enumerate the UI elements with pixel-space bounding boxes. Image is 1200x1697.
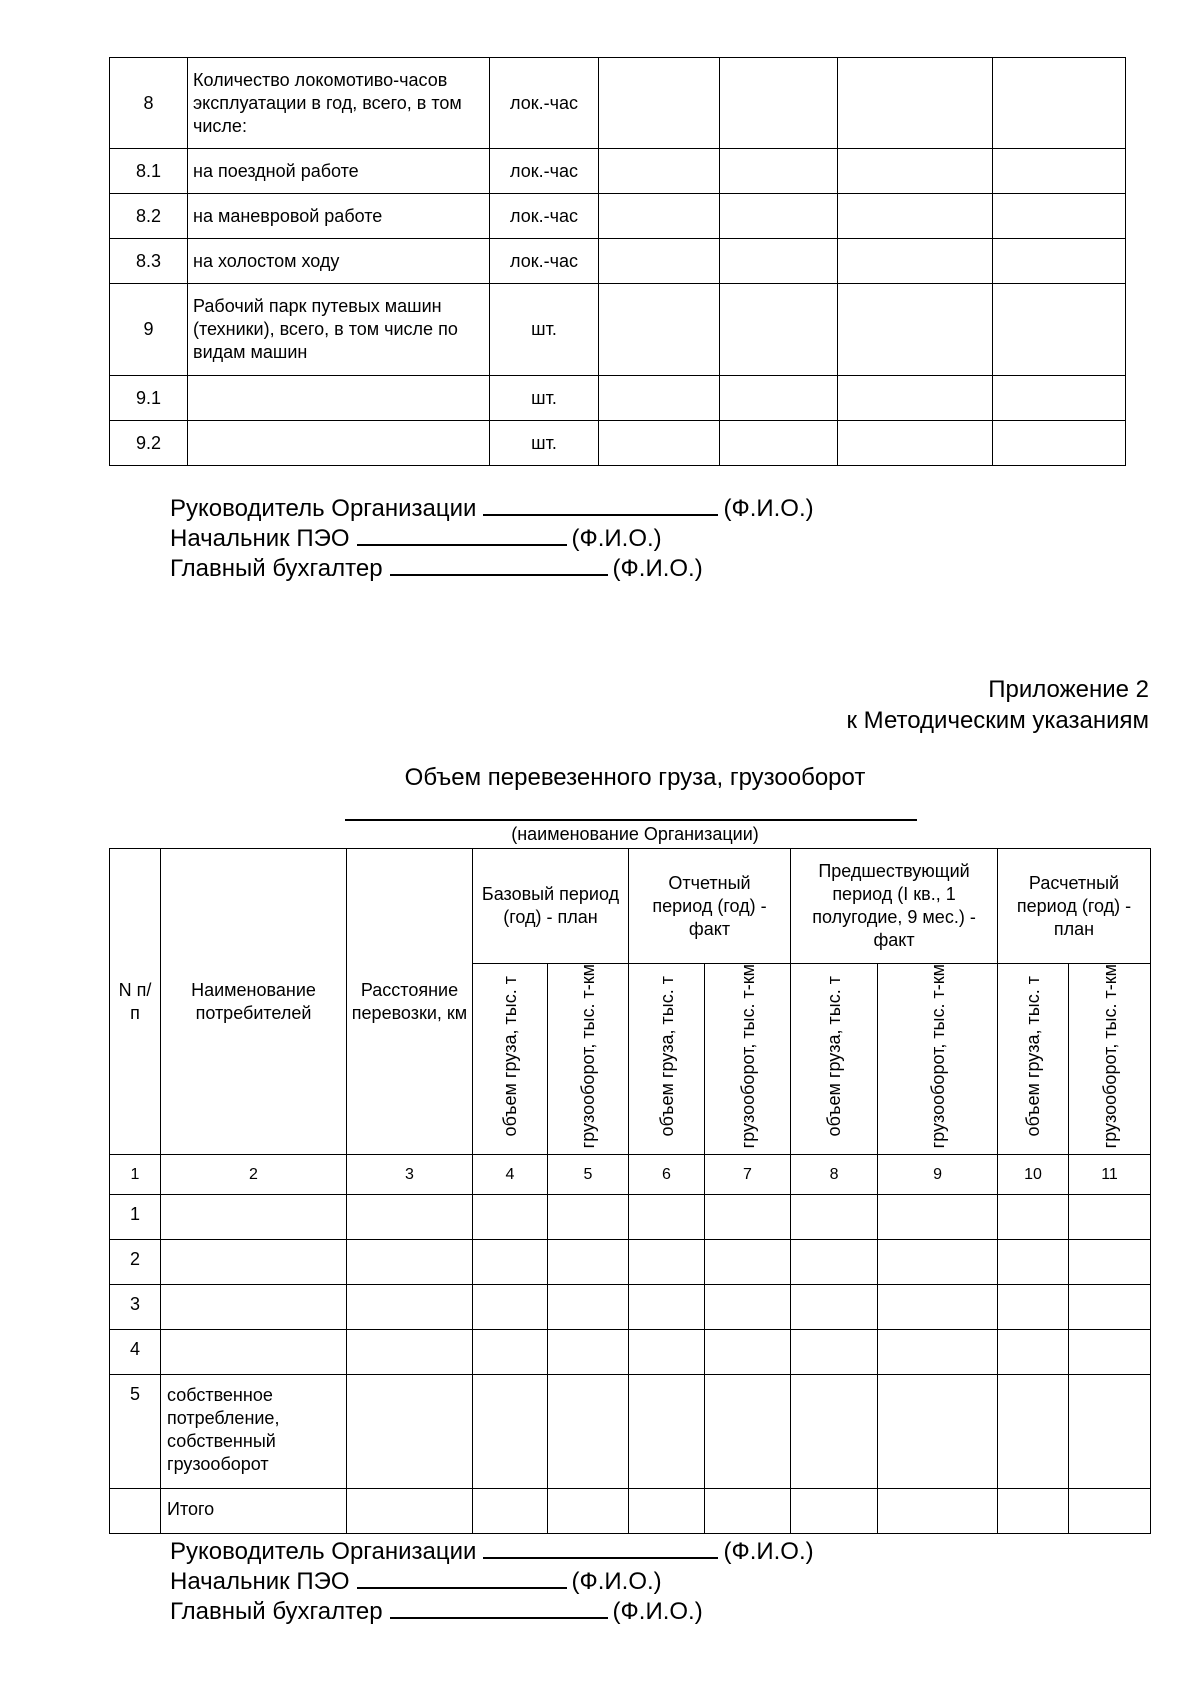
vertical-label: грузооборот, тыс. т-км — [578, 964, 598, 1149]
row-unit: лок.-час — [490, 149, 599, 194]
subheader-volume — [791, 964, 878, 1155]
column-header-name: Наименование потребителей — [161, 849, 347, 1155]
signature-line — [390, 1595, 608, 1619]
table-row — [110, 149, 1126, 194]
signature-label: Руководитель Организации — [170, 1538, 477, 1565]
empty-cell — [791, 1195, 878, 1240]
column-header-distance: Расстояние перевозки, км — [347, 849, 473, 1155]
row-name — [161, 1195, 347, 1240]
empty-cell — [599, 149, 720, 194]
row-number: 1 — [110, 1195, 161, 1240]
vertical-label: объем груза, тыс. т — [1023, 975, 1044, 1137]
empty-cell — [720, 149, 838, 194]
column-number: 3 — [347, 1155, 473, 1195]
empty-cell — [878, 1375, 998, 1489]
empty-cell — [838, 194, 993, 239]
row-unit: лок.-час — [490, 239, 599, 284]
row-unit: шт. — [490, 376, 599, 421]
row-number: 9.2 — [110, 421, 188, 466]
signature-head — [170, 1535, 814, 1567]
empty-cell — [1069, 1330, 1151, 1375]
header-row — [110, 849, 1151, 964]
empty-cell — [838, 421, 993, 466]
empty-cell — [838, 284, 993, 376]
fio-label: (Ф.И.О.) — [612, 555, 703, 582]
empty-cell — [629, 1330, 705, 1375]
row-name — [161, 1240, 347, 1285]
empty-cell — [629, 1240, 705, 1285]
empty-cell — [599, 239, 720, 284]
empty-cell — [599, 376, 720, 421]
empty-cell — [993, 376, 1126, 421]
header-label: Предшествующий период (I кв., 1 полугодие, 9 мес.) - факт — [812, 861, 976, 950]
column-number: 6 — [629, 1155, 705, 1195]
table-row — [110, 1330, 1151, 1375]
organization-caption: (наименование Организации) — [511, 824, 759, 844]
empty-cell — [705, 1489, 791, 1534]
column-number: 7 — [705, 1155, 791, 1195]
signature-line — [357, 522, 567, 546]
table-row — [110, 1285, 1151, 1330]
empty-cell — [347, 1375, 473, 1489]
empty-cell — [705, 1285, 791, 1330]
empty-cell — [791, 1285, 878, 1330]
column-number: 1 — [110, 1155, 161, 1195]
vertical-label: грузооборот, тыс. т-км — [1099, 964, 1120, 1149]
empty-cell — [838, 149, 993, 194]
empty-cell — [548, 1195, 629, 1240]
empty-cell — [629, 1195, 705, 1240]
table-row — [110, 284, 1126, 376]
table-row — [110, 1375, 1151, 1489]
column-header-base-period — [473, 849, 629, 964]
empty-cell — [878, 1195, 998, 1240]
signature-accountant — [170, 552, 703, 584]
empty-cell — [998, 1195, 1069, 1240]
empty-cell — [599, 194, 720, 239]
table-row — [110, 58, 1126, 149]
column-header-report-period — [629, 849, 791, 964]
vertical-label: объем груза, тыс. т — [500, 975, 520, 1137]
empty-cell — [473, 1285, 548, 1330]
empty-cell — [998, 1285, 1069, 1330]
empty-cell — [548, 1330, 629, 1375]
empty-cell — [629, 1285, 705, 1330]
signature-label: Главный бухгалтер — [170, 555, 383, 582]
signature-accountant — [170, 1595, 703, 1627]
row-name: на поездной работе — [188, 149, 490, 194]
empty-cell — [720, 284, 838, 376]
empty-cell — [705, 1195, 791, 1240]
empty-cell — [998, 1489, 1069, 1534]
empty-cell — [720, 239, 838, 284]
empty-cell — [1069, 1375, 1151, 1489]
empty-cell — [599, 421, 720, 466]
total-label: Итого — [161, 1489, 347, 1534]
signature-head — [170, 492, 814, 524]
signature-peo — [170, 522, 662, 554]
vertical-label: грузооборот, тыс. т-км — [927, 964, 948, 1149]
empty-cell — [838, 376, 993, 421]
empty-cell — [993, 421, 1126, 466]
table-row — [110, 376, 1126, 421]
appendix-line: Приложение 2 — [988, 676, 1149, 703]
empty-cell — [1069, 1489, 1151, 1534]
appendix-line: к Методическим указаниям — [846, 707, 1149, 734]
empty-cell — [347, 1195, 473, 1240]
empty-cell — [993, 149, 1126, 194]
empty-cell — [720, 194, 838, 239]
row-number: 8 — [110, 58, 188, 149]
empty-cell — [720, 58, 838, 149]
signature-label: Начальник ПЭО — [170, 1568, 350, 1595]
empty-cell — [705, 1375, 791, 1489]
row-name — [161, 1330, 347, 1375]
empty-cell — [720, 421, 838, 466]
column-number: 4 — [473, 1155, 548, 1195]
empty-cell — [791, 1489, 878, 1534]
row-number: 8.3 — [110, 239, 188, 284]
row-name — [188, 376, 490, 421]
row-unit: шт. — [490, 421, 599, 466]
vertical-label: объем груза, тыс. т — [824, 975, 845, 1137]
column-header-number — [110, 849, 161, 1155]
table-row — [110, 421, 1126, 466]
empty-cell — [599, 58, 720, 149]
empty-cell — [993, 239, 1126, 284]
row-unit: шт. — [490, 284, 599, 376]
fio-label: (Ф.И.О.) — [723, 495, 814, 522]
row-number: 3 — [110, 1285, 161, 1330]
column-number: 8 — [791, 1155, 878, 1195]
table-row — [110, 1240, 1151, 1285]
subheader-volume — [473, 964, 548, 1155]
row-unit: лок.-час — [490, 194, 599, 239]
empty-cell — [548, 1285, 629, 1330]
row-name: Количество локомотиво-часов эксплуатации в год, всего, в том числе: — [188, 58, 490, 149]
header-label: Отчетный период (год) - факт — [652, 872, 767, 939]
empty-cell — [548, 1489, 629, 1534]
form-title: Объем перевезенного груза, грузооборот — [404, 764, 866, 791]
signature-line — [483, 492, 718, 516]
empty-cell — [1069, 1240, 1151, 1285]
empty-cell — [878, 1285, 998, 1330]
empty-cell — [878, 1489, 998, 1534]
fio-label: (Ф.И.О.) — [723, 1538, 814, 1565]
header-label: Расчетный период (год) - план — [1016, 872, 1132, 939]
empty-cell — [998, 1330, 1069, 1375]
column-number: 10 — [998, 1155, 1069, 1195]
empty-cell — [993, 58, 1126, 149]
row-name — [161, 1285, 347, 1330]
table-row — [110, 194, 1126, 239]
row-name: на маневровой работе — [188, 194, 490, 239]
empty-cell — [473, 1240, 548, 1285]
empty-cell — [548, 1240, 629, 1285]
empty-cell — [1069, 1285, 1151, 1330]
empty-cell — [347, 1489, 473, 1534]
signature-line — [483, 1535, 718, 1559]
row-number: 8.2 — [110, 194, 188, 239]
fio-label: (Ф.И.О.) — [571, 525, 662, 552]
signature-peo — [170, 1565, 662, 1597]
row-name: на холостом ходу — [188, 239, 490, 284]
empty-cell — [998, 1240, 1069, 1285]
total-row — [110, 1489, 1151, 1534]
appendix-header — [847, 674, 1149, 736]
signature-label: Руководитель Организации — [170, 495, 477, 522]
empty-cell — [993, 194, 1126, 239]
empty-cell — [705, 1240, 791, 1285]
subheader-turnover — [1069, 964, 1151, 1155]
column-number: 5 — [548, 1155, 629, 1195]
subheader-turnover — [878, 964, 998, 1155]
row-number: 8.1 — [110, 149, 188, 194]
fio-label: (Ф.И.О.) — [612, 1598, 703, 1625]
column-number: 9 — [878, 1155, 998, 1195]
empty-cell — [878, 1240, 998, 1285]
subheader-turnover — [548, 964, 629, 1155]
cargo-volume-table — [109, 848, 1151, 1534]
column-number-row — [110, 1155, 1151, 1195]
empty-cell — [838, 239, 993, 284]
organization-name-line — [345, 819, 917, 821]
column-number: 2 — [161, 1155, 347, 1195]
vertical-label: объем груза, тыс. т — [656, 975, 677, 1137]
signature-line — [357, 1565, 567, 1589]
row-number: 2 — [110, 1240, 161, 1285]
empty-cell — [791, 1375, 878, 1489]
empty-cell — [599, 284, 720, 376]
empty-cell — [473, 1489, 548, 1534]
empty-cell — [347, 1330, 473, 1375]
row-name: собственное потребление, собственный грузооборот — [161, 1375, 347, 1489]
header-label: Базовый период (год) - план — [481, 884, 620, 927]
vertical-label: грузооборот, тыс. т-км — [737, 964, 758, 1149]
signature-line — [390, 552, 608, 576]
operations-table — [109, 57, 1126, 466]
empty-cell — [629, 1489, 705, 1534]
empty-cell — [998, 1375, 1069, 1489]
column-header-calc-period — [998, 849, 1151, 964]
subheader-turnover — [705, 964, 791, 1155]
row-name: Рабочий парк путевых машин (техники), всего, в том числе по видам машин — [188, 284, 490, 376]
empty-cell — [473, 1195, 548, 1240]
subheader-volume — [629, 964, 705, 1155]
row-number: 9.1 — [110, 376, 188, 421]
row-unit: лок.-час — [490, 58, 599, 149]
empty-cell — [473, 1375, 548, 1489]
empty-cell — [791, 1240, 878, 1285]
empty-cell — [705, 1330, 791, 1375]
signature-label: Главный бухгалтер — [170, 1598, 383, 1625]
empty-cell — [548, 1375, 629, 1489]
column-number: 11 — [1069, 1155, 1151, 1195]
row-number: 9 — [110, 284, 188, 376]
subheader-volume — [998, 964, 1069, 1155]
row-number: 4 — [110, 1330, 161, 1375]
empty-cell — [1069, 1195, 1151, 1240]
empty-cell — [993, 284, 1126, 376]
signature-label: Начальник ПЭО — [170, 525, 350, 552]
row-number: 5 — [110, 1375, 161, 1489]
empty-cell — [838, 58, 993, 149]
empty-cell — [791, 1330, 878, 1375]
empty-cell — [473, 1330, 548, 1375]
fio-label: (Ф.И.О.) — [571, 1568, 662, 1595]
empty-cell — [878, 1330, 998, 1375]
empty-cell — [720, 376, 838, 421]
empty-cell — [347, 1285, 473, 1330]
table-row — [110, 1195, 1151, 1240]
empty-cell — [347, 1240, 473, 1285]
row-number — [110, 1489, 161, 1534]
table-row — [110, 239, 1126, 284]
header-label: N п/п — [118, 979, 152, 1023]
empty-cell — [629, 1375, 705, 1489]
row-name — [188, 421, 490, 466]
column-header-previous-period — [791, 849, 998, 964]
